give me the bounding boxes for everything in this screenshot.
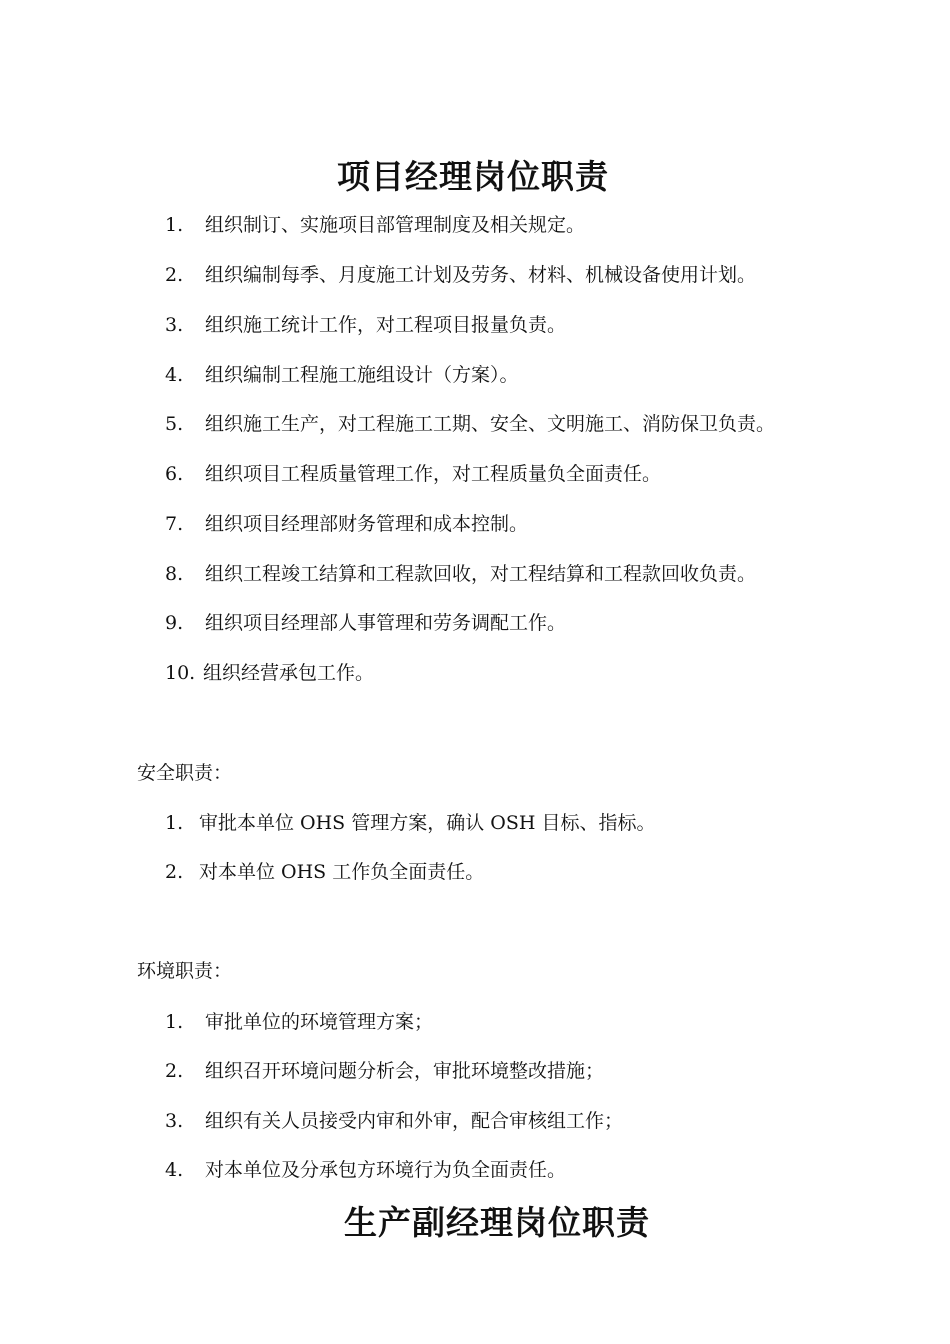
- item-text: 组织编制每季、月度施工计划及劳务、材料、机械设备使用计划。: [205, 264, 757, 286]
- section-heading: 安全职责：: [137, 762, 233, 784]
- item-number: 4.: [165, 364, 184, 386]
- item-text: 审批单位的环境管理方案；: [205, 1011, 434, 1033]
- item-text: 组织召开环境问题分析会，审批环境整改措施；: [205, 1060, 605, 1082]
- item-number: 2.: [165, 264, 184, 286]
- list-item: [165, 212, 585, 238]
- item-number: 8.: [165, 563, 184, 585]
- item-number: 9.: [165, 612, 184, 634]
- item-text: 组织项目经理部人事管理和劳务调配工作。: [205, 612, 567, 634]
- next-section-title: 生产副经理岗位职责: [344, 1203, 650, 1242]
- item-number: 7.: [165, 513, 184, 535]
- list-item: [165, 810, 655, 836]
- item-number: 3.: [165, 314, 184, 336]
- list-item: [165, 411, 775, 437]
- item-number: 10.: [165, 662, 196, 684]
- list-item: [165, 262, 756, 288]
- list-item: [165, 461, 661, 487]
- item-text: 组织施工生产，对工程施工工期、安全、文明施工、消防保卫负责。: [205, 413, 776, 435]
- list-item: [165, 312, 566, 338]
- list-item: [165, 660, 374, 686]
- list-item: [165, 511, 528, 537]
- item-text: 组织工程竣工结算和工程款回收，对工程结算和工程款回收负责。: [205, 563, 757, 585]
- item-text: 组织经营承包工作。: [203, 662, 375, 684]
- list-item: [165, 1009, 433, 1035]
- item-text: 组织编制工程施工施组设计（方案）。: [205, 364, 519, 386]
- list-item: [165, 561, 756, 587]
- item-number: 6.: [165, 463, 184, 485]
- item-number: 2.: [165, 1060, 184, 1082]
- item-text: 组织项目工程质量管理工作，对工程质量负全面责任。: [205, 463, 662, 485]
- item-number: 4.: [165, 1159, 184, 1181]
- item-number: 3.: [165, 1110, 184, 1132]
- item-number: 1.: [165, 1011, 184, 1033]
- list-item: [165, 362, 519, 388]
- item-text: 审批本单位 OHS 管理方案，确认 OSH 目标、指标。: [199, 812, 656, 834]
- item-number: 1.: [165, 214, 184, 236]
- item-number: 5.: [165, 413, 184, 435]
- list-item: [165, 1108, 623, 1134]
- page-title: 项目经理岗位职责: [337, 157, 609, 196]
- item-text: 对本单位及分承包方环境行为负全面责任。: [205, 1159, 567, 1181]
- item-text: 组织项目经理部财务管理和成本控制。: [205, 513, 529, 535]
- section-heading: 环境职责：: [137, 960, 233, 982]
- list-item: [165, 1157, 566, 1183]
- item-number: 1.: [165, 812, 184, 834]
- item-text: 组织施工统计工作，对工程项目报量负责。: [205, 314, 567, 336]
- item-text: 组织制订、实施项目部管理制度及相关规定。: [205, 214, 586, 236]
- list-item: [165, 1058, 604, 1084]
- item-text: 组织有关人员接受内审和外审，配合审核组工作；: [205, 1110, 624, 1132]
- list-item: [165, 610, 566, 636]
- list-item: [165, 859, 484, 885]
- item-number: 2.: [165, 861, 184, 883]
- item-text: 对本单位 OHS 工作负全面责任。: [199, 861, 485, 883]
